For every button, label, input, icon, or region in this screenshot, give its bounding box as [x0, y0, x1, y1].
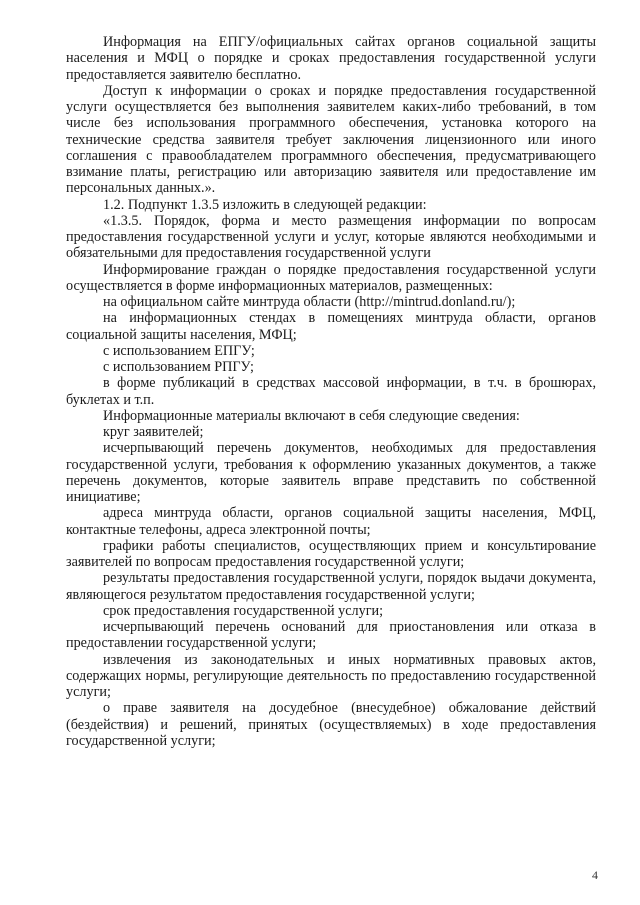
paragraph-9: с использованием РПГУ; — [103, 359, 254, 375]
page-number: 4 — [592, 868, 598, 882]
paragraph-13: исчерпывающий перечень документов, необходимых для предоставления государственной услуги, требования к оформлению указанных документов, а также перечень документов, которые заявитель вправе представить по собственной инициативе; — [66, 440, 596, 505]
paragraph-15: графики работы специалистов, осуществляющих прием и консультирование заявителей по вопросам предоставления государственной услуги; — [66, 537, 596, 570]
paragraph-16: результаты предоставления государственной услуги, порядок выдачи документа, являющегося результатом предоставления государственной услуги; — [66, 570, 596, 603]
paragraph-8: с использованием ЕПГУ; — [103, 342, 255, 359]
paragraph-14: адреса минтруда области, органов социальной защиты населения, МФЦ, контактные телефоны, адреса электронной почты; — [66, 505, 596, 538]
paragraph-4: «1.3.5. Порядок, форма и место размещения информации по вопросам предоставления государственной услуги и услуг, которые являются необходимыми и обязательными для предоставления государственной услуги — [66, 212, 596, 262]
paragraph-1: Информация на ЕПГУ/официальных сайтах органов социальной защиты населения и МФЦ о порядке и сроках предоставления государственной услуги предоставляется заявителю бесплатно. — [66, 34, 596, 83]
document-body — [66, 34, 596, 749]
paragraph-3: 1.2. Подпункт 1.3.5 изложить в следующей редакции: — [103, 196, 427, 213]
paragraph-19: извлечения из законодательных и иных нормативных правовых актов, содержащих нормы, регулирующие деятельность по предоставлению государственной услуги; — [66, 651, 596, 700]
paragraph-10: в форме публикаций в средствах массовой информации, в т.ч. в брошюрах, буклетах и т.п. — [66, 375, 596, 408]
paragraph-5: Информирование граждан о порядке предоставления государственной услуги осуществляется в форме информационных материалов, размещенных: — [66, 261, 596, 294]
paragraph-18: исчерпывающий перечень оснований для приостановления или отказа в предоставлении государственной услуги; — [66, 619, 596, 652]
paragraph-2: Доступ к информации о сроках и порядке предоставления государственной услуги осуществляется без выполнения заявителем каких-либо требований, в том числе без использования программного обеспечения, установка которого на технические средства заявителя требует заключения лицензионного или иного соглашения с правообладателем программного обеспечения, предусматривающего взимание платы, регистрацию или авторизацию заявителя или предоставление им персональных данных.». — [66, 82, 596, 197]
paragraph-11: Информационные материалы включают в себя следующие сведения: — [103, 407, 520, 424]
paragraph-17: срок предоставления государственной услуги; — [103, 602, 384, 619]
paragraph-7: на информационных стендах в помещениях минтруда области, органов социальной защиты населения, МФЦ; — [66, 310, 596, 343]
paragraph-12: круг заявителей; — [103, 424, 204, 440]
paragraph-6: на официальном сайте минтруда области (http://mintrud.donland.ru/); — [103, 294, 516, 310]
paragraph-20: о праве заявителя на досудебное (внесудебное) обжалование действий (бездействия) и решений, принятых (осуществляемых) в ходе предоставления государственной услуги; — [66, 700, 596, 749]
